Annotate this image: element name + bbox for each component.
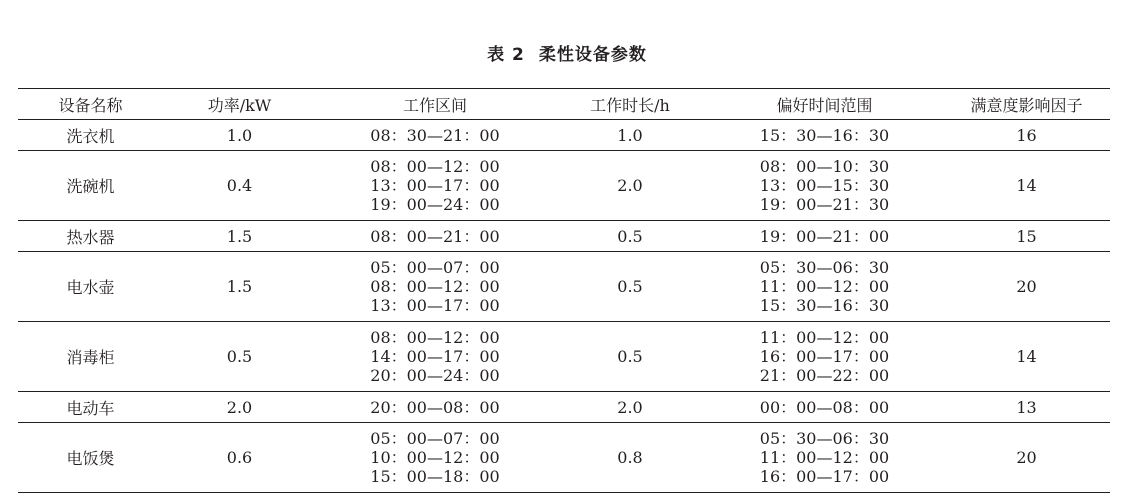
table-caption [0,40,1134,65]
preferred-range-cell [706,322,943,392]
preferred-range-cell [706,423,943,493]
preferred-line: 16：00—17：00 [759,347,890,366]
interval-line: 08：00—12：00 [370,328,500,347]
interval-line: 10：00—12：00 [370,448,500,467]
duration-cell: 0.5 [554,252,706,322]
interval-line: 08：00—12：00 [370,157,500,176]
work-interval-cell [316,392,554,423]
duration-cell: 2.0 [554,392,706,423]
preferred-line: 15：30—16：30 [759,296,890,315]
preferred-range-cell [706,392,943,423]
work-interval-cell [316,322,554,392]
power-cell: 0.5 [163,322,316,392]
work-interval-cell [316,221,554,252]
preferred-line: 05：30—06：30 [759,258,890,277]
factor-cell: 13 [943,392,1110,423]
preferred-range-cell [706,120,943,151]
duration-cell: 1.0 [554,120,706,151]
duration-cell: 2.0 [554,151,706,221]
header-row [18,89,1110,120]
header-work-interval: 工作区间 [316,89,554,120]
table-row [18,221,1110,252]
device-name-cell: 热水器 [18,221,163,252]
power-cell: 0.6 [163,423,316,493]
power-cell: 1.5 [163,221,316,252]
table-row [18,151,1110,221]
interval-line: 19：00—24：00 [370,195,500,214]
interval-line: 20：00—24：00 [370,366,500,385]
work-interval-cell [316,120,554,151]
device-name-cell: 电动车 [18,392,163,423]
table-row [18,322,1110,392]
table-row [18,423,1110,493]
preferred-line: 00：00—08：00 [759,397,890,417]
preferred-line: 11：00—12：00 [759,448,890,467]
preferred-line: 15：30—16：30 [759,125,890,145]
header-power: 功率/kW [163,89,316,120]
power-cell: 1.5 [163,252,316,322]
duration-cell: 0.8 [554,423,706,493]
power-cell: 0.4 [163,151,316,221]
table-number: 表 2 [487,45,525,65]
preferred-line: 05：30—06：30 [759,429,890,448]
power-cell: 1.0 [163,120,316,151]
factor-cell: 14 [943,322,1110,392]
preferred-line: 19：00—21：30 [759,195,890,214]
device-name-cell: 洗碗机 [18,151,163,221]
preferred-line: 08：00—10：30 [759,157,890,176]
header-device-name: 设备名称 [18,89,163,120]
duration-cell: 0.5 [554,221,706,252]
interval-line: 08：30—21：00 [370,125,500,145]
interval-line: 13：00—17：00 [370,296,500,315]
header-satisfaction-factor: 满意度影响因子 [943,89,1110,120]
work-interval-cell [316,252,554,322]
table-row [18,252,1110,322]
work-interval-cell [316,423,554,493]
preferred-line: 13：00—15：30 [759,176,890,195]
preferred-line: 11：00—12：00 [759,277,890,296]
duration-cell: 0.5 [554,322,706,392]
interval-line: 15：00—18：00 [370,467,500,486]
preferred-line: 11：00—12：00 [759,328,890,347]
device-name-cell: 洗衣机 [18,120,163,151]
interval-line: 14：00—17：00 [370,347,500,366]
preferred-range-cell [706,252,943,322]
preferred-line: 16：00—17：00 [759,467,890,486]
power-cell: 2.0 [163,392,316,423]
table-row [18,120,1110,151]
device-name-cell: 电饭煲 [18,423,163,493]
factor-cell: 16 [943,120,1110,151]
factor-cell: 20 [943,423,1110,493]
header-preferred-range: 偏好时间范围 [706,89,943,120]
header-work-duration: 工作时长/h [554,89,706,120]
preferred-line: 19：00—21：00 [759,226,890,246]
interval-line: 13：00—17：00 [370,176,500,195]
preferred-line: 21：00—22：00 [759,366,890,385]
table-title: 柔性设备参数 [538,45,647,65]
interval-line: 05：00—07：00 [370,429,500,448]
interval-line: 08：00—21：00 [370,226,500,246]
table-row [18,392,1110,423]
interval-line: 05：00—07：00 [370,258,500,277]
factor-cell: 20 [943,252,1110,322]
preferred-range-cell [706,151,943,221]
interval-line: 20：00—08：00 [370,397,500,417]
interval-line: 08：00—12：00 [370,277,500,296]
factor-cell: 15 [943,221,1110,252]
preferred-range-cell [706,221,943,252]
device-parameter-table [18,88,1110,493]
device-name-cell: 消毒柜 [18,322,163,392]
factor-cell: 14 [943,151,1110,221]
work-interval-cell [316,151,554,221]
device-name-cell: 电水壶 [18,252,163,322]
